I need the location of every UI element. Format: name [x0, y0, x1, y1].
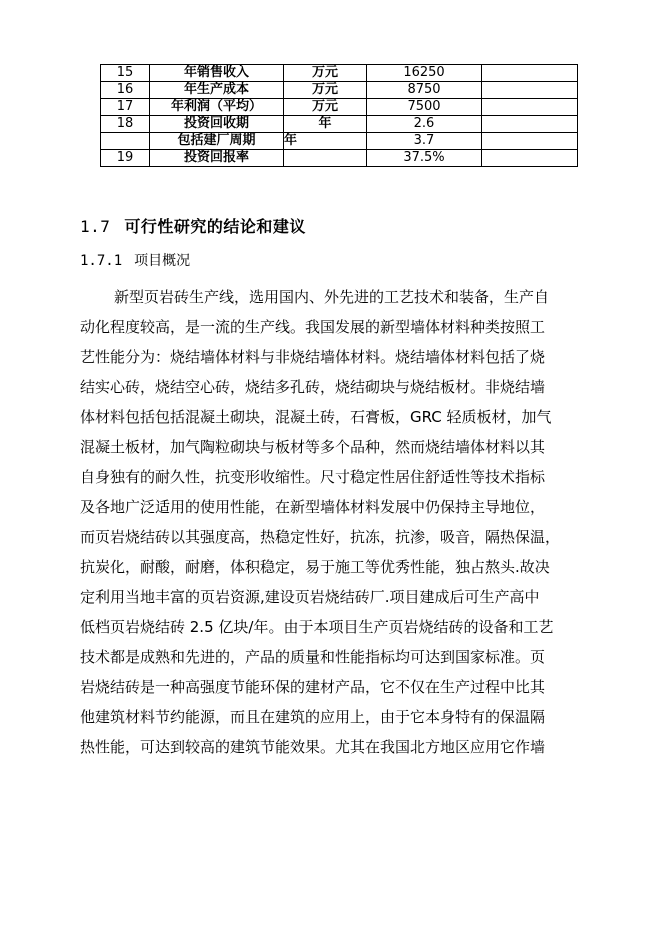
item-name: 投资回报率 — [150, 150, 284, 167]
paragraph-line: 而页岩烧结砖以其强度高，热稳定性好，抗冻，抗渗，吸音，隔热保温， — [80, 528, 561, 546]
note — [482, 82, 578, 99]
paragraph-line: 低档页岩烧结砖 2.5 亿块/年。由于本项目生产页岩烧结砖的设备和工艺 — [80, 618, 554, 636]
paragraph-line: 他建筑材料节约能源，而且在建筑的应用上，由于它本身特有的保温隔 — [80, 708, 546, 726]
item-name: 年生产成本 — [150, 82, 284, 99]
unit: 年 — [284, 116, 367, 133]
row-number: 15 — [101, 65, 150, 82]
value: 8750 — [367, 82, 482, 99]
item-name: 年销售收入 — [150, 65, 284, 82]
table-row — [101, 82, 578, 99]
body-paragraph — [80, 282, 580, 762]
row-number: 16 — [101, 82, 150, 99]
note — [482, 99, 578, 116]
table-row — [101, 116, 578, 133]
value: 3.7 — [367, 133, 482, 150]
paragraph-line: 体材料包括包括混凝土砌块，混凝土砖，石膏板，GRC 轻质板材，加气 — [80, 408, 552, 426]
note — [482, 133, 578, 150]
subsection-title-text: 项目概况 — [134, 253, 191, 269]
paragraph-line: 结实心砖，烧结空心砖，烧结多孔砖，烧结砌块与烧结板材。非烧结墙 — [80, 378, 546, 396]
value: 2.6 — [367, 116, 482, 133]
note — [482, 150, 578, 167]
row-number: 19 — [101, 150, 150, 167]
value: 16250 — [367, 65, 482, 82]
table-row — [101, 99, 578, 116]
paragraph-line: 抗炭化，耐酸，耐磨，体积稳定，易于施工等优秀性能，独占熬头.故决 — [80, 558, 550, 576]
unit: 万元 — [284, 65, 367, 82]
subsection-number: 1.7.1 — [80, 253, 123, 269]
subsection-heading — [80, 250, 190, 270]
item-name: 投资回收期 — [150, 116, 284, 133]
table-row — [101, 150, 578, 167]
item-name: 年利润（平均） — [150, 99, 284, 116]
note — [482, 65, 578, 82]
row-number: 18 — [101, 116, 150, 133]
paragraph-line: 热性能，可达到较高的建筑节能效果。尤其在我国北方地区应用它作墙 — [80, 738, 546, 756]
table-row — [101, 65, 578, 82]
paragraph-line: 定利用当地丰富的页岩资源,建设页岩烧结砖厂.项目建成后可生产高中 — [80, 588, 540, 606]
unit: 年 — [284, 133, 367, 150]
paragraph-line: 自身独有的耐久性，抗变形收缩性。尺寸稳定性居住舒适性等技术指标 — [80, 468, 546, 486]
row-number — [101, 133, 150, 150]
item-name: 包括建厂周期 — [150, 133, 284, 150]
paragraph-line: 技术都是成熟和先进的，产品的质量和性能指标均可达到国家标准。页 — [80, 648, 546, 666]
section-heading — [80, 214, 306, 237]
unit — [284, 150, 367, 167]
paragraph-line: 岩烧结砖是一种高强度节能环保的建材产品，它不仅在生产过程中比其 — [80, 678, 546, 696]
indicator-table — [100, 64, 578, 167]
section-title-text: 可行性研究的结论和建议 — [124, 217, 306, 236]
value: 37.5% — [367, 150, 482, 167]
section-number: 1.7 — [80, 217, 111, 236]
paragraph-line: 新型页岩砖生产线，选用国内、外先进的工艺技术和装备，生产自 — [114, 288, 550, 306]
note — [482, 116, 578, 133]
unit: 万元 — [284, 82, 367, 99]
table-row — [101, 133, 578, 150]
paragraph-line: 及各地广泛适用的使用性能，在新型墙体材料发展中仍保持主导地位， — [80, 498, 546, 516]
row-number: 17 — [101, 99, 150, 116]
paragraph-line: 动化程度较高，是一流的生产线。我国发展的新型墙体材料种类按照工 — [80, 318, 546, 336]
paragraph-line: 艺性能分为：烧结墙体材料与非烧结墙体材料。烧结墙体材料包括了烧 — [80, 348, 546, 366]
value: 7500 — [367, 99, 482, 116]
paragraph-line: 混凝土板材，加气陶粒砌块与板材等多个品种，然而烧结墙体材料以其 — [80, 438, 546, 456]
unit: 万元 — [284, 99, 367, 116]
